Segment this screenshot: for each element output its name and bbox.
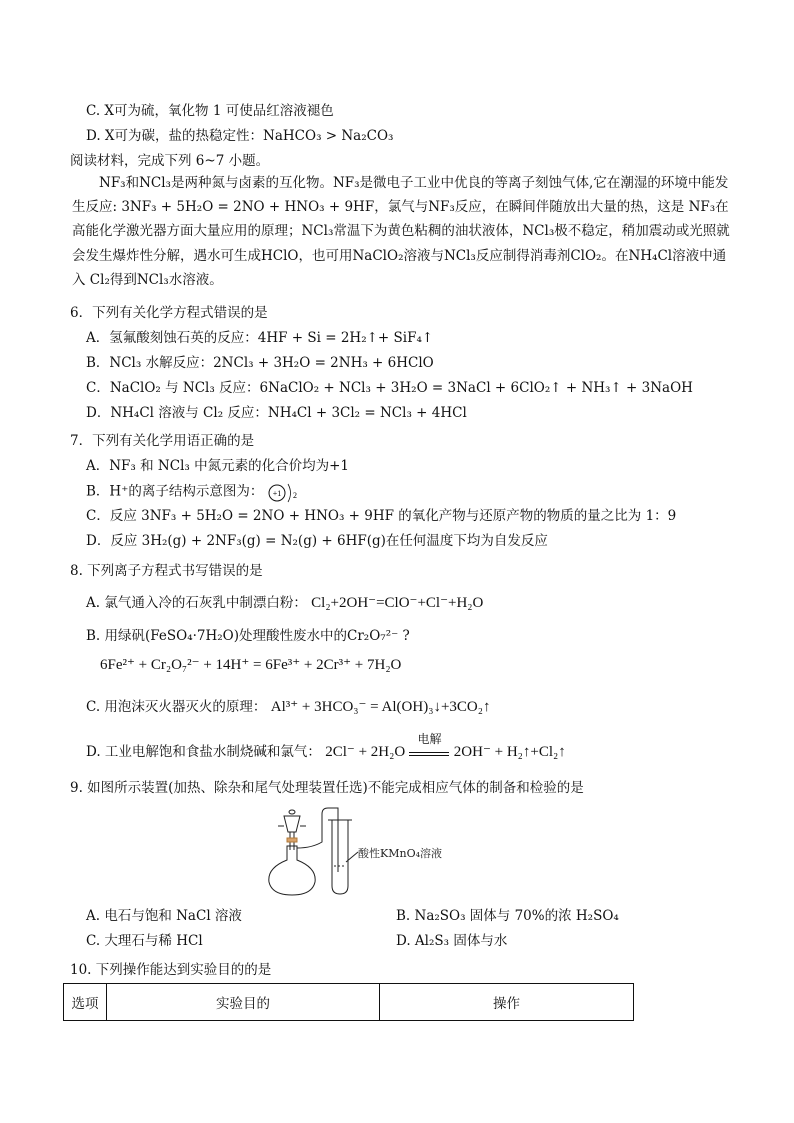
q8-option-d-eq-left: 2Cl⁻ + 2H₂O [325,744,406,760]
q9-option-c: C. 大理石与稀 HCl [86,933,203,949]
electrolysis-arrow [409,732,449,756]
question-9: 9. 如图所示装置(加热、除杂和尾气处理装置任选)不能完成相应气体的制备和检验的是 [70,780,584,796]
apparatus-figure [262,802,462,902]
q9-option-a: A. 电石与饱和 NaCl 溶液 [86,908,242,924]
q9-option-d: D. Al₂S₃ 固体与水 [396,933,508,949]
q9-option-b: B. Na₂SO₃ 固体与 70%的浓 H₂SO₄ [396,908,619,924]
q7-option-b-text: B．H⁺的离子结构示意图为： [86,483,264,500]
ion-nucleus-label: +1 [272,489,281,498]
q6-option-b: B．NCl₃ 水解反应：2NCl₃ + 3H₂O = 2NH₃ + 6HClO [86,355,434,371]
ion-shell-label: 2 [292,491,297,500]
figure-label-kmno4: 酸性KMnO₄溶液 [358,847,442,860]
q8-option-c-text: C. 用泡沫灭火器灭火的原理： [86,699,267,715]
table-header-row [64,984,634,1021]
q8-option-c-equation: Al³⁺ + 3HCO₃⁻ = Al(OH)₃↓+3CO₂↑ [270,699,491,715]
apparatus-drawing [262,802,462,898]
q6-option-c: C．NaClO₂ 与 NCl₃ 反应：6NaClO₂ + NCl₃ + 3H₂O = 3NaCl + 6ClO₂↑ + NH₃↑ + 3NaOH [86,380,693,396]
q5-option-c: C. X可为硫，氧化物 1 可使品红溶液褪色 [86,103,334,119]
table-header-option: 选项 [64,984,107,1021]
table-header-purpose: 实验目的 [107,984,380,1021]
q10-table [63,983,634,1021]
q8-option-c [86,698,490,716]
q7-option-a: A．NF₃ 和 NCl₃ 中氮元素的化合价均为+1 [86,458,349,474]
q5-option-d: D. X可为碳，盐的热稳定性：NaHCO₃ > Na₂CO₃ [86,128,394,144]
reading-passage: NF₃和NCl₃是两种氮与卤素的互化物。NF₃是微电子工业中优良的等离子刻蚀气体,它在潮湿的环境中能发生反应: 3NF₃ + 5H₂O = 2NO + HNO₃ + 9HF，氯气与NF₃反应，在瞬间伴随放出大量的热，这是 NF₃在高能化学激光器方面大量应用的原理；NCl₃常温下为黄色粘稠的油状液体，NCl₃极不稳定，稍加震动或光照就会发生爆炸性分解，遇水可生成HClO，也可用NaClO₂溶液与NCl₃反应制得消毒剂ClO₂。在NH₄Cl溶液中通入 Cl₂得到NCl₃水溶液。 [72,175,730,288]
question-8: 8. 下列离子方程式书写错误的是 [70,563,263,579]
question-6: 6．下列有关化学方程式错误的是 [70,305,268,321]
q8-option-b-text: B. 用绿矾(FeSO₄·7H₂O)处理酸性废水中的Cr₂O₇²⁻ ? [86,628,410,644]
q8-option-a-text: A. 氯气通入冷的石灰乳中制漂白粉： [86,595,307,611]
q7-option-c: C．反应 3NF₃ + 5H₂O = 2NO + HNO₃ + 9HF 的氧化产物与还原产物的物质的量之比为 1：9 [86,508,677,524]
reading-instruction: 阅读材料，完成下列 6~7 小题。 [70,153,270,169]
q8-option-a-equation: Cl₂+2OH⁻=ClO⁻+Cl⁻+H₂O [311,595,484,611]
question-10: 10. 下列操作能达到实验目的的是 [70,962,272,978]
q8-option-b-equation: 6Fe²⁺ + Cr₂O₇²⁻ + 14H⁺ = 6Fe³⁺ + 2Cr³⁺ + 7H₂O [100,657,402,673]
q7-option-b [86,482,298,502]
q8-option-a [86,594,483,612]
q6-option-d: D．NH₄Cl 溶液与 Cl₂ 反应：NH₄Cl + 3Cl₂ = NCl₃ + 4HCl [86,405,467,421]
table-header-operation: 操作 [380,984,634,1021]
ion-structure-diagram [268,482,298,502]
q8-option-d-text: D. 工业电解饱和食盐水制烧碱和氯气： [86,744,321,760]
question-7: 7．下列有关化学用语正确的是 [70,433,255,449]
q8-option-d [86,732,566,761]
q7-option-d: D．反应 3H₂(g) + 2NF₃(g) = N₂(g) + 6HF(g)在任何温度下均为自发反应 [86,533,548,549]
q6-option-a: A．氢氟酸刻蚀石英的反应：4HF + Si = 2H₂↑+ SiF₄↑ [86,330,434,346]
q8-option-d-eq-right: 2OH⁻ + H₂↑+Cl₂↑ [453,744,566,760]
electrolysis-condition: 电解 [417,732,442,746]
